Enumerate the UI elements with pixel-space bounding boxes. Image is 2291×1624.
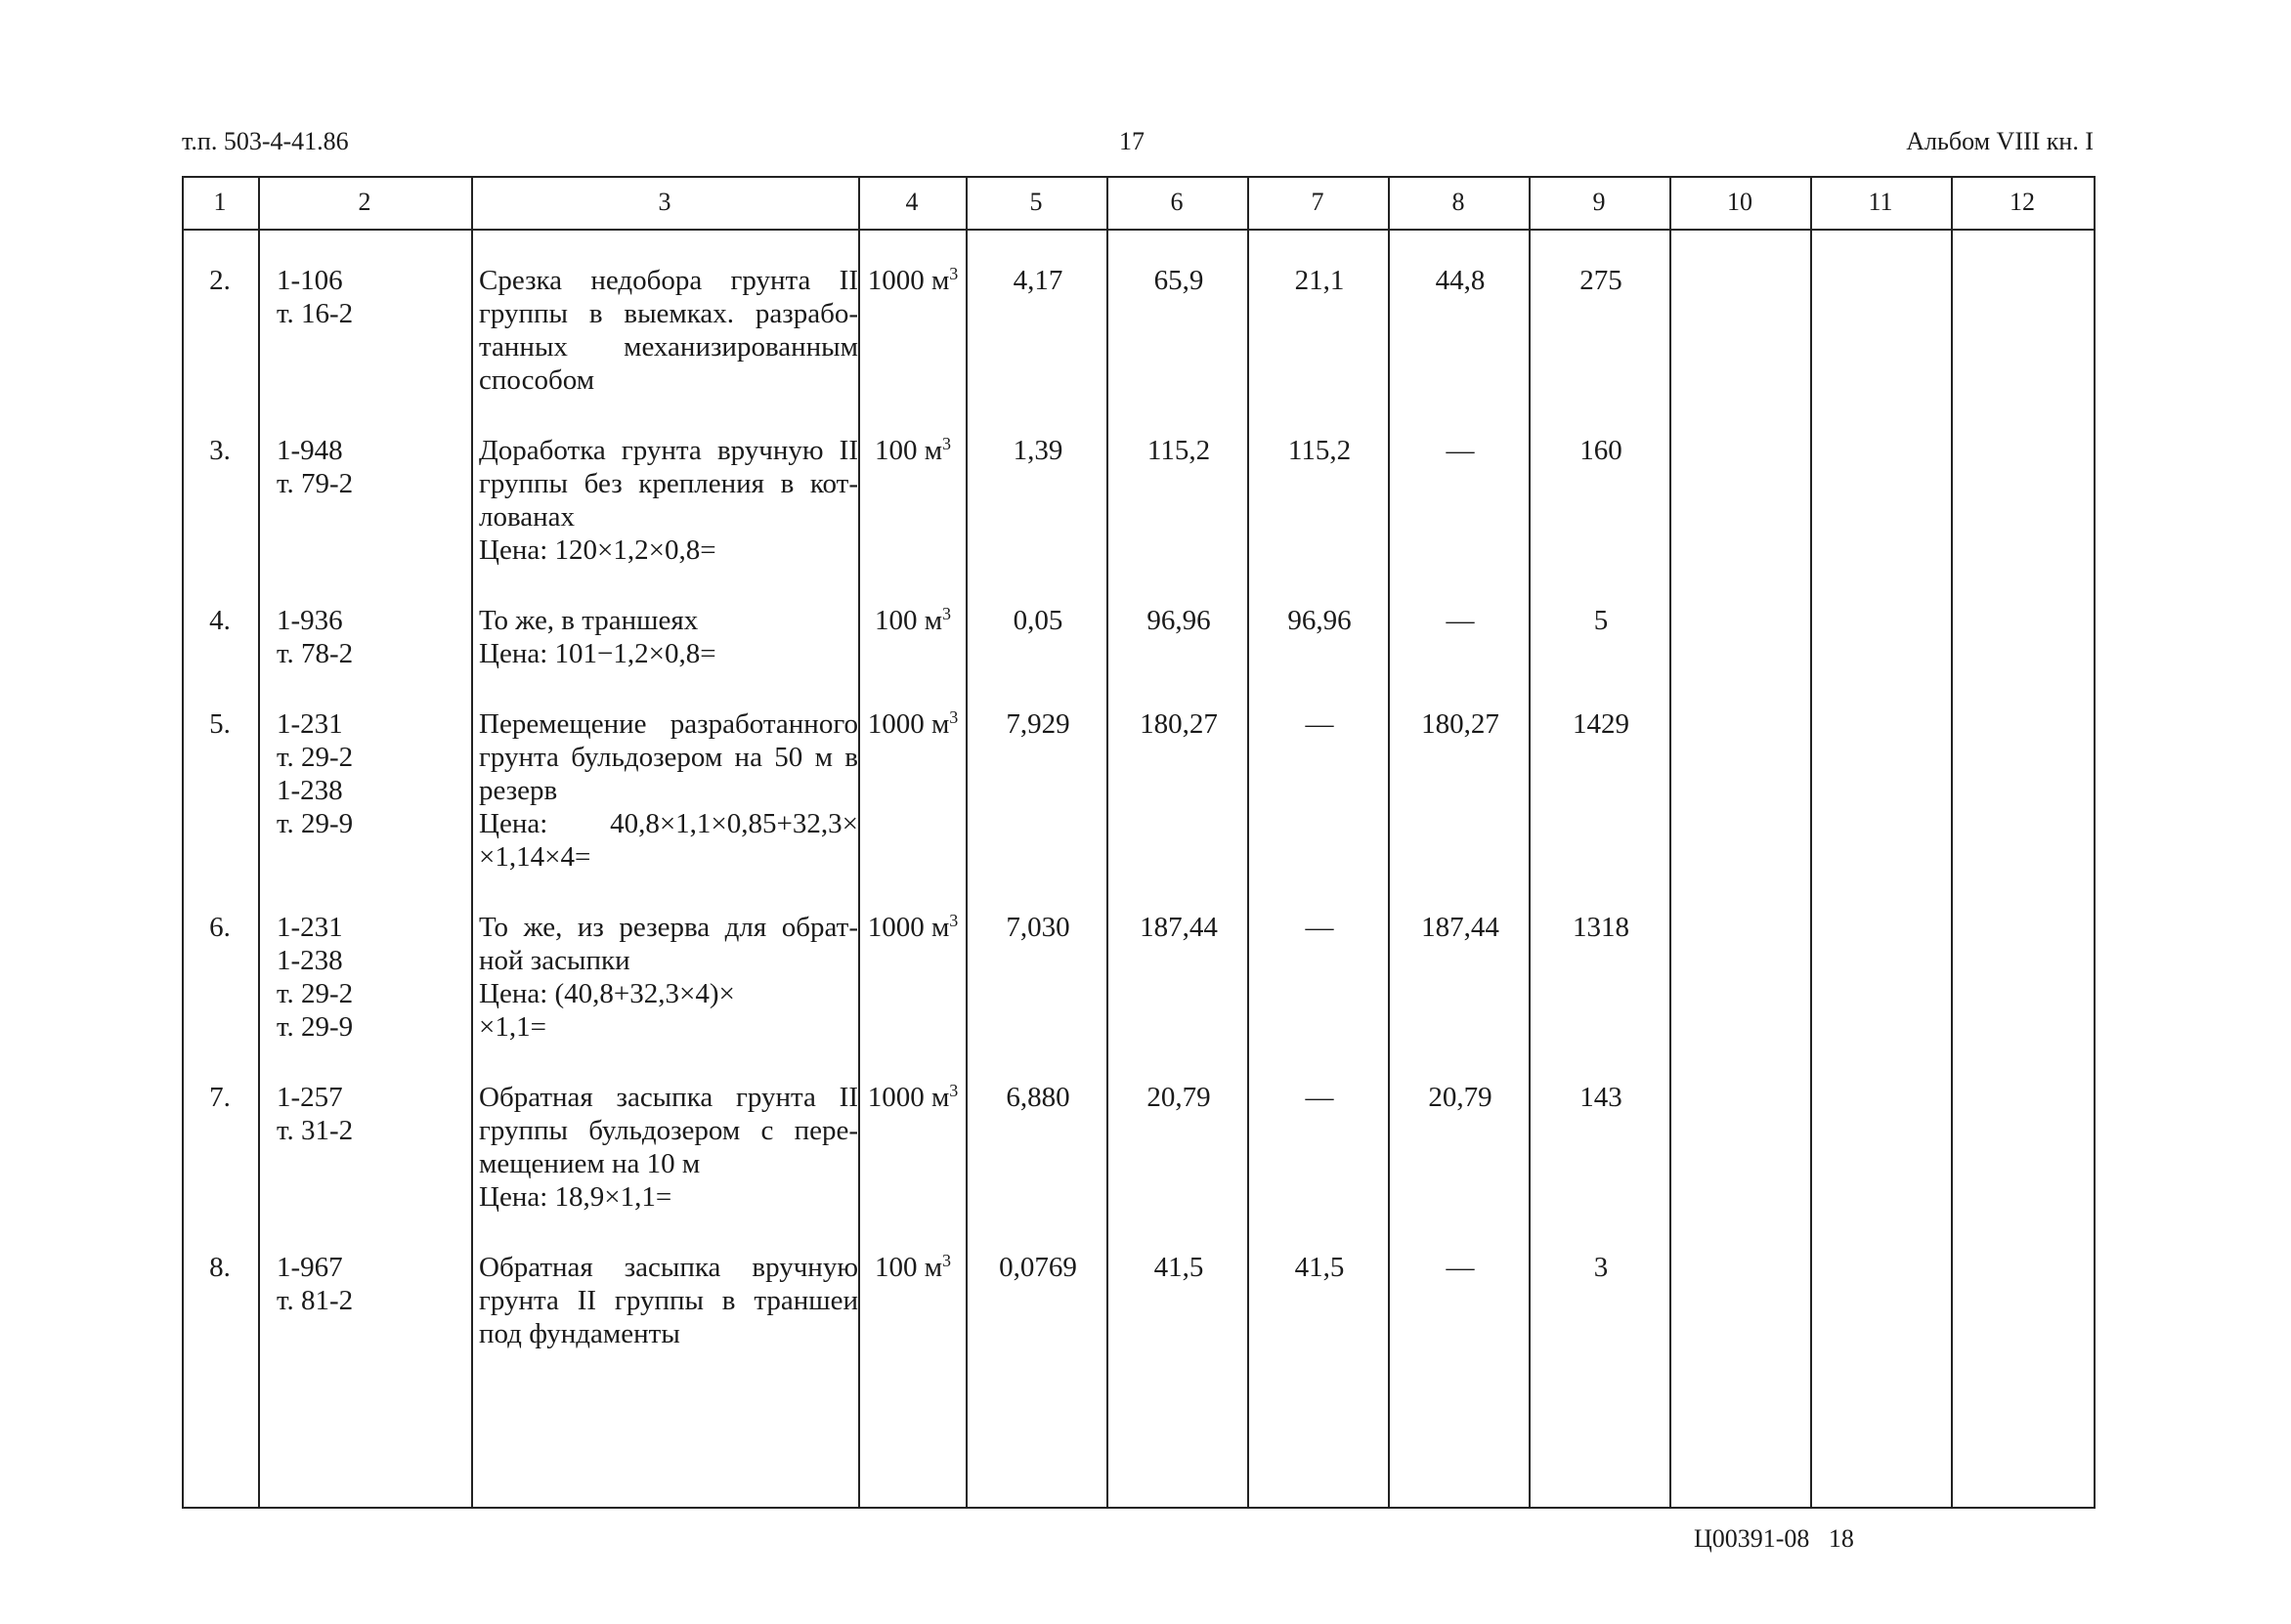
unit-cost: 96,96: [1146, 605, 1211, 636]
doc-code: т.п. 503-4-41.86: [182, 127, 349, 155]
unit-of-measure: 100 $м^3$: [874, 1251, 952, 1283]
machine-cost: 180,27: [1421, 708, 1499, 740]
column-number: 1: [213, 188, 227, 216]
unit-of-measure: 1000 $м^3$: [867, 264, 959, 296]
work-description: Срезка недобора грунта II группы в выемках. разрабо- танных механизированным способом: [479, 265, 858, 396]
row-number: 7.: [209, 1082, 231, 1113]
machine-cost: 20,79: [1428, 1082, 1492, 1113]
quantity: 4,17: [1013, 265, 1063, 296]
unit-cost: 41,5: [1153, 1252, 1204, 1283]
document-stamp: Ц00391-08 18: [1694, 1524, 1854, 1553]
wages: —: [1305, 912, 1334, 943]
work-description: Обратная засыпка вручную грунта II группы в траншеи под фундаменты: [479, 1252, 858, 1349]
page-number: 17: [1119, 127, 1145, 155]
rate-code: 1-948 т. 79-2: [277, 435, 354, 499]
column-number: 9: [1592, 188, 1606, 216]
quantity: 7,929: [1006, 708, 1070, 740]
column-number: 6: [1170, 188, 1184, 216]
quantity: 6,880: [1006, 1082, 1070, 1113]
rate-code: 1-967 т. 81-2: [277, 1252, 354, 1316]
quantity: 7,030: [1006, 912, 1070, 943]
row-number: 2.: [209, 265, 231, 296]
column-number: 4: [905, 188, 919, 216]
row-number: 3.: [209, 435, 231, 466]
rate-code: 1-231 т. 29-2 1-238 т. 29-9: [277, 708, 354, 839]
rate-code: 1-936 т. 78-2: [277, 605, 354, 669]
column-number-row: [182, 176, 2096, 231]
total-cost: 5: [1593, 605, 1609, 636]
unit-cost: 20,79: [1146, 1082, 1211, 1113]
quantity: 0,05: [1013, 605, 1063, 636]
unit-cost: 115,2: [1146, 435, 1211, 466]
work-description: Доработка грунта вручную II группы без крепления в кот- лованах Цена: 120×1,2×0,8=: [479, 435, 858, 566]
unit-cost: 180,27: [1140, 708, 1218, 740]
work-description: То же, из резерва для обрат- ной засыпки Цена: (40,8+32,3×4)× ×1,1=: [479, 912, 858, 1043]
column-number: 10: [1727, 188, 1752, 216]
column-number: 5: [1029, 188, 1043, 216]
wages: 115,2: [1287, 435, 1352, 466]
column-number: 2: [358, 188, 371, 216]
wages: 21,1: [1294, 265, 1345, 296]
machine-cost: 44,8: [1435, 265, 1486, 296]
machine-cost: —: [1446, 435, 1475, 466]
rate-code: 1-231 1-238 т. 29-2 т. 29-9: [277, 912, 354, 1043]
unit-of-measure: 1000 $м^3$: [867, 707, 959, 740]
estimate-table: [182, 176, 2096, 1509]
row-number: 8.: [209, 1252, 231, 1283]
total-cost: 160: [1579, 435, 1622, 466]
wages: 96,96: [1287, 605, 1352, 636]
machine-cost: —: [1446, 1252, 1475, 1283]
work-description: Перемещение разработанного грунта бульдозером на 50 м в резерв Цена: 40,8×1,1×0,85+32,3× ×1,14×4=: [479, 708, 858, 873]
album-label: Альбом VIII кн. I: [1906, 127, 2094, 155]
unit-cost: 187,44: [1140, 912, 1218, 943]
total-cost: 3: [1593, 1252, 1609, 1283]
table-body: [182, 231, 2096, 1509]
unit-of-measure: 1000 $м^3$: [867, 1081, 959, 1113]
column-number: 11: [1868, 188, 1893, 216]
rate-code: 1-106 т. 16-2: [277, 265, 354, 329]
work-description: То же, в траншеях Цена: 101−1,2×0,8=: [479, 605, 716, 669]
quantity: 1,39: [1013, 435, 1063, 466]
unit-of-measure: 100 $м^3$: [874, 434, 952, 466]
wages: —: [1305, 1082, 1334, 1113]
rate-code: 1-257 т. 31-2: [277, 1082, 354, 1146]
row-number: 4.: [209, 605, 231, 636]
total-cost: 275: [1579, 265, 1622, 296]
column-number: 8: [1451, 188, 1465, 216]
machine-cost: 187,44: [1421, 912, 1499, 943]
unit-of-measure: 100 $м^3$: [874, 604, 952, 636]
row-number: 5.: [209, 708, 231, 740]
column-number: 7: [1311, 188, 1324, 216]
wages: 41,5: [1294, 1252, 1345, 1283]
row-number: 6.: [209, 912, 231, 943]
column-number: 3: [658, 188, 671, 216]
work-description: Обратная засыпка грунта II группы бульдозером с пере- мещением на 10 м Цена: 18,9×1,1=: [479, 1082, 858, 1213]
total-cost: 1318: [1573, 912, 1629, 943]
wages: —: [1305, 708, 1334, 740]
column-number: 12: [2010, 188, 2035, 216]
total-cost: 1429: [1573, 708, 1629, 740]
machine-cost: —: [1446, 605, 1475, 636]
quantity: 0,0769: [999, 1252, 1077, 1283]
total-cost: 143: [1579, 1082, 1622, 1113]
unit-cost: 65,9: [1153, 265, 1204, 296]
unit-of-measure: 1000 $м^3$: [867, 911, 959, 943]
